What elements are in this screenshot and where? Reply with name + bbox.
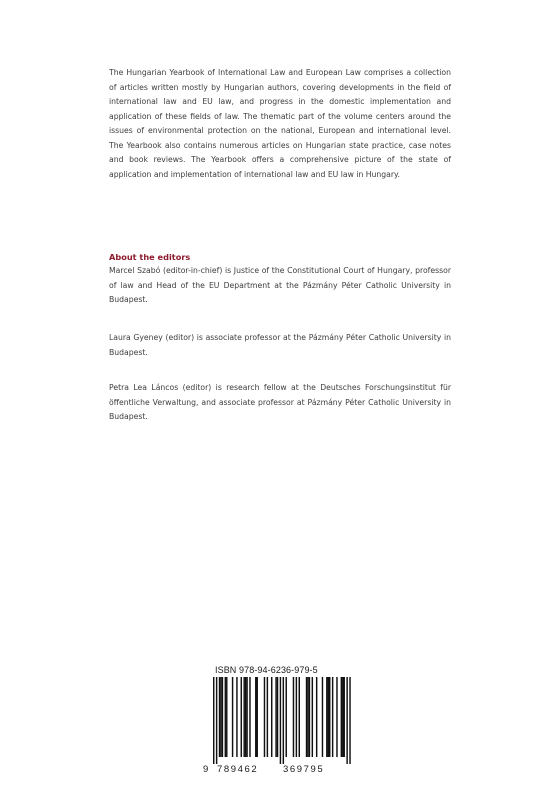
barcode-bar <box>329 677 330 757</box>
barcode-bar <box>349 677 350 764</box>
barcode-bar <box>299 677 300 757</box>
barcode-bar <box>277 677 278 757</box>
barcode-bar <box>344 677 345 757</box>
barcode-bar <box>275 677 276 757</box>
barcode-bar <box>328 677 329 757</box>
barcode-bar <box>245 677 246 757</box>
barcode-bar <box>257 677 258 757</box>
barcode-digits-left: 789462 <box>217 764 259 775</box>
book-description: The Hungarian Yearbook of International Law and European Law comprises a collection of articles written mostly by Hungarian authors, covering developments in the field of international law and EU law, and progress in the domestic implementation and application of these fields of law. The thematic part of the volume centers around the issues of environmental protection on the national, European and international level. The Yearbook also contains numerous articles on Hungarian state practice, case notes and book reviews. The Yearbook offers a comprehensive picture of the state of application and implementation of international law and EU law in Hungary. <box>109 68 451 179</box>
about-editors-heading: About the editors <box>109 252 191 262</box>
barcode-bar <box>332 677 333 757</box>
barcode-bar <box>222 677 223 757</box>
barcode-bar <box>336 677 337 757</box>
barcode-bar <box>341 677 342 757</box>
barcode-bar <box>312 677 313 757</box>
barcode-bar <box>236 677 237 757</box>
barcode-bar <box>219 677 220 757</box>
isbn-label: ISBN 978-94-6236-979-5 <box>215 665 318 675</box>
barcode-bar <box>271 677 272 757</box>
barcode-bar <box>264 677 265 757</box>
barcode-bar <box>342 677 343 757</box>
editor-bio-lancos: Petra Lea Láncos (editor) is research fellow at the Deutsches Forschungsinstitut für öffentliche Verwaltung, and associate professor at Pázmány Péter Catholic University in Budapest. <box>109 383 451 421</box>
barcode-bar <box>309 677 310 757</box>
barcode-bar <box>306 677 307 757</box>
barcode-bar <box>243 677 244 757</box>
barcode-bar <box>232 677 233 757</box>
barcode-bar <box>322 677 323 757</box>
barcode-bar <box>283 677 284 764</box>
barcode-bar <box>216 677 217 764</box>
barcode-bars <box>203 677 357 765</box>
barcode-bar <box>225 677 226 757</box>
barcode-digits-right: 369795 <box>283 764 325 775</box>
barcode-bar <box>326 677 327 757</box>
barcode-bar <box>220 677 221 757</box>
barcode-bar <box>293 677 294 757</box>
isbn-barcode <box>203 665 357 781</box>
barcode-bar <box>296 677 297 757</box>
barcode-bar <box>346 677 347 764</box>
barcode-bar <box>249 677 250 757</box>
barcode-bar <box>213 677 214 764</box>
barcode-bar <box>241 677 242 757</box>
barcode-bar <box>255 677 256 757</box>
barcode-bar <box>246 677 247 757</box>
barcode-bar <box>286 677 287 757</box>
barcode-digit-lead: 9 <box>203 764 209 775</box>
barcode-bar <box>226 677 227 757</box>
barcode-bar <box>307 677 308 757</box>
barcode-bar <box>316 677 317 757</box>
editor-bio-szabo: Marcel Szabó (editor-in-chief) is Justice of the Constitutional Court of Hungary, professor of law and Head of the EU Department at the Pázmány Péter Catholic University in Budapest. <box>109 266 451 304</box>
barcode-bar <box>280 677 281 764</box>
editor-bio-gyeney: Laura Gyeney (editor) is associate professor at the Pázmány Péter Catholic University in Budapest. <box>109 333 451 357</box>
barcode-bar <box>267 677 268 757</box>
